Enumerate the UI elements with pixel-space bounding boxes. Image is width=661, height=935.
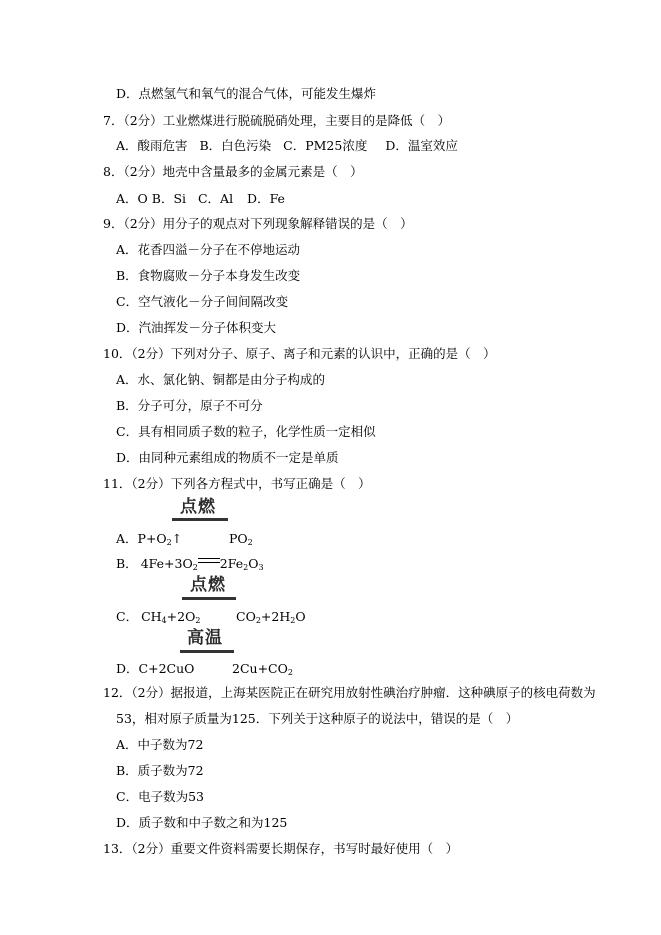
- q12-stem-line1: 12．（2分）据报道，上海某医院正在研究用放射性碘治疗肿瘤．这种碘原子的核电荷数为: [103, 685, 596, 700]
- q7-option-c: C．PM25浓度: [283, 138, 368, 153]
- q11-b-rhs-sub2: 3: [258, 563, 264, 572]
- q11-c-lhs2: +2O: [166, 609, 196, 624]
- q11-c-condition-bar: [182, 597, 236, 600]
- q12-option-a: A．中子数为72: [116, 737, 204, 752]
- q11-d-rhs-sub: 2: [287, 668, 293, 677]
- q11-c-rhs3: O: [295, 609, 306, 624]
- q11-a-rhs: [229, 531, 253, 551]
- q8-stem: 8．（2分）地壳中含量最多的金属元素是（ ）: [103, 164, 363, 179]
- q12-option-b: B．质子数为72: [116, 763, 204, 778]
- q11-a-condition: 点燃: [180, 497, 216, 517]
- q6-option-d: D．点燃氢气和氧气的混合气体，可能发生爆炸: [116, 86, 377, 101]
- q11-d-condition-bar: [180, 650, 234, 653]
- q11-b-lhs-sub: 2: [192, 563, 198, 572]
- q11-b-label: B．: [116, 556, 138, 571]
- q11-a-arrow: ↑: [171, 531, 183, 546]
- q11-b-lhs: 4Fe+3O: [140, 556, 193, 571]
- q11-c-lhs-sub1: 4: [161, 616, 167, 625]
- q11-option-a: [116, 531, 182, 551]
- q11-c-rhs: [236, 609, 306, 629]
- q11-c-lhs-sub2: 2: [195, 616, 201, 625]
- q10-option-b: B．分子可分，原子不可分: [116, 398, 263, 413]
- q8-option-d: D．Fe: [247, 191, 285, 206]
- q11-c-rhs-sub2: 2: [290, 616, 296, 625]
- q11-c-label: C．: [116, 609, 139, 624]
- q9-option-b: B．食物腐败－分子本身发生改变: [116, 268, 301, 283]
- q9-option-c: C．空气液化－分子间间隔改变: [116, 294, 289, 309]
- q11-option-c: [116, 609, 200, 629]
- q11-d-condition: 高温: [187, 628, 223, 648]
- q11-b-equals: [198, 556, 220, 566]
- q11-b-rhs2: O: [248, 556, 259, 571]
- q7-option-a: A．酸雨危害: [116, 138, 188, 153]
- q12-option-c: C．电子数为53: [116, 789, 204, 804]
- q11-a-lhs-sub: 2: [166, 538, 172, 547]
- q10-option-a: A．水、氯化钠、铜都是由分子构成的: [116, 372, 326, 387]
- q11-a-lhs: P+O: [137, 531, 167, 546]
- q11-c-rhs1: CO: [236, 609, 256, 624]
- q11-a-condition-bar: [172, 518, 228, 521]
- q8-option-a: A．O: [116, 191, 148, 206]
- q9-option-d: D．汽油挥发－分子体积变大: [116, 320, 277, 335]
- q7-option-d: D．温室效应: [385, 138, 458, 153]
- q11-d-rhs-text: 2Cu+CO: [232, 661, 288, 676]
- q11-b-rhs-sub1: 2: [243, 563, 249, 572]
- q8-options: [116, 191, 285, 207]
- q11-stem: 11．（2分）下列各方程式中，书写正确是（ ）: [103, 476, 371, 491]
- q11-c-rhs-sub1: 2: [255, 616, 261, 625]
- q11-c-rhs2: +2H: [260, 609, 291, 624]
- q7-options: [116, 138, 458, 154]
- q11-c-lhs1: CH: [141, 609, 162, 624]
- q11-a-label: A．: [116, 531, 138, 546]
- q10-option-d: D．由同种元素组成的物质不一定是单质: [116, 450, 339, 465]
- q10-option-c: C．具有相同质子数的粒子，化学性质一定相似: [116, 424, 376, 439]
- q11-d-rhs: [232, 661, 293, 681]
- q8-option-c: C．Al: [197, 191, 234, 206]
- q7-option-b: B．白色污染: [199, 138, 272, 153]
- q13-stem: 13．（2分）重要文件资料需要长期保存，书写时最好使用（ ）: [103, 841, 459, 856]
- q8-option-b: B．Si: [151, 191, 187, 206]
- q10-stem: 10．（2分）下列对分子、原子、离子和元素的认识中，正确的是（ ）: [103, 346, 496, 361]
- q9-option-a: A．花香四溢－分子在不停地运动: [116, 242, 301, 257]
- q11-b-rhs: 2Fe: [219, 556, 244, 571]
- q12-option-d: D．质子数和中子数之和为125: [116, 815, 288, 830]
- q11-a-rhs-text: PO: [229, 531, 248, 546]
- q11-option-b: [116, 556, 264, 576]
- q11-d-label: D．: [116, 661, 139, 676]
- q7-stem: 7．（2分）工业燃煤进行脱硫脱硝处理，主要目的是降低（ ）: [103, 113, 451, 128]
- q11-option-d: [116, 661, 194, 677]
- q11-c-condition: 点燃: [190, 575, 226, 595]
- q11-a-rhs-sub: 2: [247, 538, 253, 547]
- q11-d-lhs: C+2CuO: [138, 661, 195, 676]
- q9-stem: 9．（2分）用分子的观点对下列现象解释错误的是（ ）: [103, 216, 413, 231]
- q12-stem-line2: 53，相对原子质量为125．下列关于这种原子的说法中，错误的是（ ）: [116, 711, 519, 726]
